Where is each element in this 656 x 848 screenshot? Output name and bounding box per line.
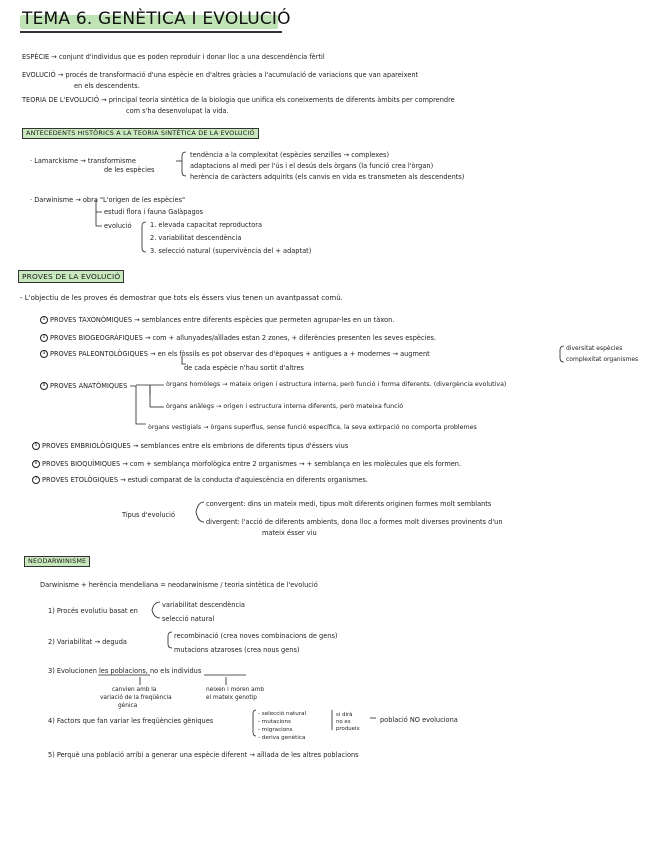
- prova-bioquimiques: 6 PROVES BIOQUÍMIQUES → com + semblança morfològica entre 2 organismes → + semblança en les molècules que els formen.: [32, 460, 461, 468]
- paleo-result: diversitat espècies: [566, 345, 623, 352]
- def-teoria-cont: com s'ha desenvolupat la vida.: [126, 107, 229, 115]
- prova-taxonomiques: 1 PROVES TAXONÒMIQUES → semblances entre diferents espècies que permeten agrupar-les en un tàxon.: [40, 316, 394, 324]
- neo-item-1: 1) Procés evolutiu basat en: [48, 607, 138, 615]
- prova-etologiques: 7 PROVES ETOLÒGIQUES → estudi comparat de la conducta d'aquiescència en diferents organismes.: [32, 476, 368, 484]
- evolucio-divergent-cont: mateix ésser viu: [262, 529, 317, 537]
- number-circle: 3: [40, 350, 48, 358]
- number-circle: 4: [40, 382, 48, 390]
- page-title: TEMA 6. GENÈTICA I EVOLUCIÓ: [22, 9, 291, 29]
- number-circle: 7: [32, 476, 40, 484]
- evolucio-convergent: convergent: dins un mateix medi, tipus molt diferents originen formes molt semblants: [206, 500, 492, 508]
- neo-item-2: 2) Variabilitat → deguda: [48, 638, 127, 646]
- prova-paleontologiques: 3 PROVES PALEONTOLÒGIQUES → en els fòssils es pot observar des d'èpoques + antigues a + modernes → augment: [40, 350, 430, 358]
- factor-item: - migracions: [258, 727, 293, 733]
- darwinisme-sub: estudi flora i fauna Galàpagos: [104, 208, 204, 216]
- darwinisme-sub: evolució: [104, 222, 132, 230]
- darwinisme-label: · Darwinisme → obra "L'origen de les espècies": [30, 196, 186, 204]
- def-evolucio-cont: en els descendents.: [74, 82, 140, 90]
- lamarckisme-label2: de les espècies: [104, 166, 155, 174]
- def-especie: ESPÈCIE → conjunt d'individus que es poden reproduir i donar lloc a una descendència fèrtil: [22, 53, 325, 61]
- neo-item-4: 4) Factors que fan variar les freqüències gèniques: [48, 717, 214, 725]
- neo-item-3b: el mateix genotip: [206, 695, 257, 701]
- factor-item: - mutacions: [258, 719, 291, 725]
- neo-item-3a: variació de la freqüència: [100, 695, 172, 701]
- neo-item-2a: recombinació (crea noves combinacions de gens): [174, 632, 338, 640]
- prova-anatomiques: 4 PROVES ANATÒMIQUES: [40, 382, 127, 390]
- number-circle: 6: [32, 460, 40, 468]
- organs-analegs: òrgans anàlegs → origen i estructura interna diferents, però mateixa funció: [166, 403, 404, 410]
- tipus-evolucio-label: Tipus d'evolució: [122, 511, 176, 519]
- neo-item-3b: neixen i moren amb: [206, 687, 265, 693]
- def-evolucio: EVOLUCIÓ → procés de transformació d'una espècie en d'altres gràcies a l'acumulació de variacions que van apareixent: [22, 71, 419, 79]
- lamarckisme-item: adaptacions al medi per l'ús i el desús dels òrgans (la funció crea l'òrgan): [190, 162, 434, 170]
- number-circle: 5: [32, 442, 40, 450]
- lamarckisme-item: tendència a la complexitat (espècies senzilles → complexes): [190, 151, 390, 159]
- factor-condition: no es: [336, 719, 351, 725]
- factor-item: - selecció natural: [258, 711, 307, 717]
- neodarwinisme-intro: Darwinisme + herència mendeliana = neodarwinisme / teoria sintètica de l'evolució: [40, 581, 318, 589]
- section-heading-antecedents: ANTECEDENTS HISTÒRICS A LA TEORIA SINTÈTICA DE LA EVOLUCIÓ: [22, 128, 259, 139]
- neo-item-2b: mutacions atzaroses (crea nous gens): [174, 646, 300, 654]
- lamarckisme-item: herència de caràcters adquirits (els canvis en vida es transmeten als descendents): [190, 173, 465, 181]
- darwinisme-item: 3. selecció natural (supervivència del + adaptat): [150, 247, 312, 255]
- neo-item-1b: selecció natural: [162, 615, 215, 623]
- evolucio-divergent: divergent: l'acció de diferents ambients, dona lloc a formes molt diverses provinents d'un: [206, 518, 503, 526]
- paleo-result: complexitat organismes: [566, 356, 639, 363]
- neo-item-1a: variabilitat descendència: [162, 601, 245, 609]
- proves-intro: - L'objectiu de les proves és demostrar que tots els éssers vius tenen un avantpassat comú.: [20, 294, 343, 302]
- section-heading-neodarwinisme: NEODARWINISME: [24, 556, 90, 567]
- neo-item-5: 5) Perquè una població arribi a generar una espècie diferent → aïllada de les altres poblacions: [48, 751, 359, 759]
- neo-item-3a: canvien amb la: [112, 687, 157, 693]
- number-circle: 2: [40, 334, 48, 342]
- organs-homolegs: òrgans homòlegs → mateix origen i estructura interna, però funció i forma diferents. (divergència evolutiva): [166, 381, 507, 388]
- prova-embriologiques: 5 PROVES EMBRIOLÒGIQUES → semblances entre els embrions de diferents tipus d'éssers vius: [32, 442, 348, 450]
- neo-item-3a: gènica: [118, 703, 138, 709]
- number-circle: 1: [40, 316, 48, 324]
- darwinisme-item: 1. elevada capacitat reproductora: [150, 221, 263, 229]
- section-heading-proves: PROVES DE LA EVOLUCIÓ: [18, 270, 124, 283]
- factor-condition: produeix: [336, 726, 360, 732]
- darwinisme-item: 2. variabilitat descendència: [150, 234, 242, 242]
- organs-vestigials: òrgans vestigials → òrgans superflus, sense funció específica, la seva extirpació no comporta problemes: [148, 424, 477, 431]
- factor-item: - deriva genètica: [258, 735, 306, 741]
- factor-condition: si dirà: [336, 712, 353, 718]
- neo-item-3: 3) Evolucionen les poblacions, no els individus: [48, 667, 202, 675]
- title-underline: [20, 31, 282, 33]
- prova-paleontologiques-cont: de cada espècie n'hau sortit d'altres: [184, 364, 304, 372]
- prova-biogeografiques: 2 PROVES BIOGEOGRÀFIQUES → com + allunyades/aïllades estan 2 zones, + diferències presenten les seves espècies.: [40, 334, 436, 342]
- lamarckisme-label: · Lamarckisme → transformisme: [30, 157, 136, 165]
- def-teoria: TEORIA DE L'EVOLUCIÓ → principal teoria sintètica de la biologia que unifica els coneixements de diferents àmbits per comprendre: [22, 96, 455, 104]
- factor-result: població NO evoluciona: [380, 716, 458, 724]
